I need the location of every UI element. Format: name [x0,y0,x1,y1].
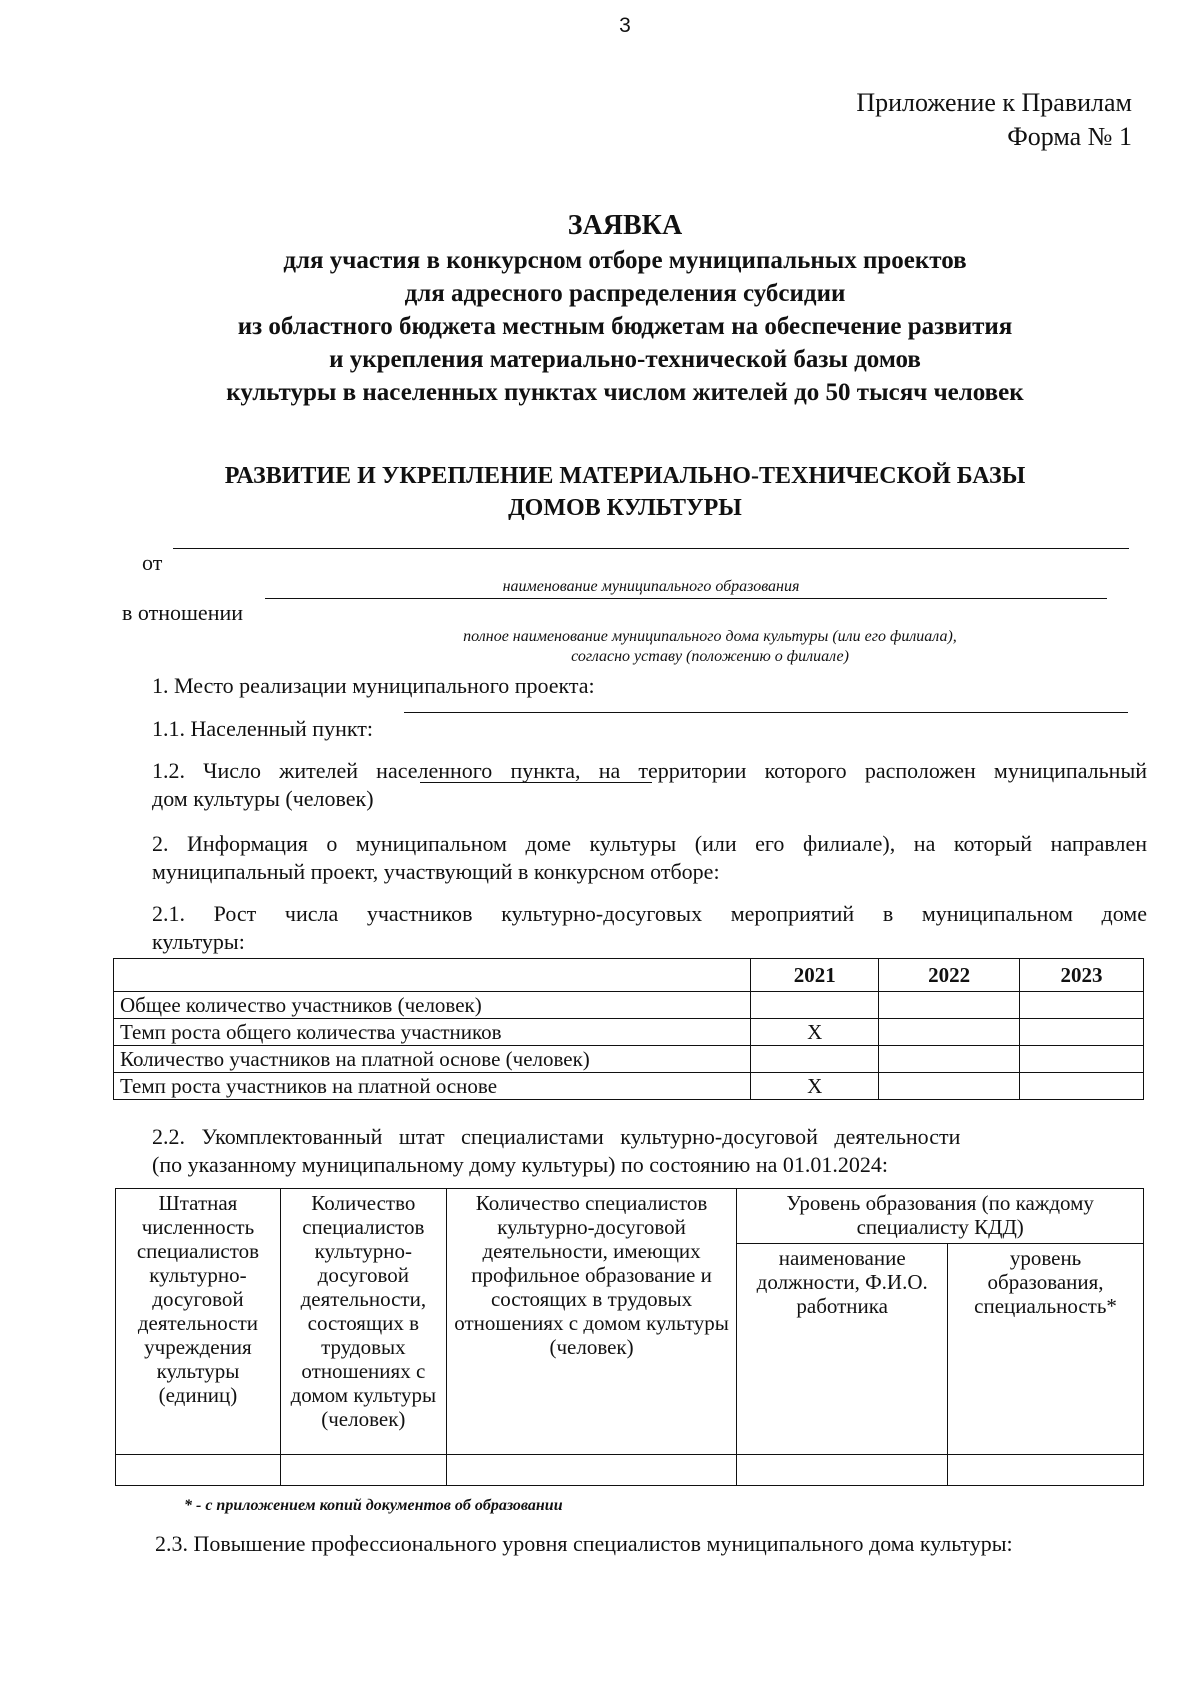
title-main: ЗАЯВКА [567,210,683,241]
from-label: от [142,550,163,575]
relation-label: в отношении [122,600,244,625]
title-line: для адресного распределения субсидии [404,280,846,307]
from-input-line[interactable] [173,548,1129,549]
header-education-level: Уровень образования (по каждому специалисту КДД) [737,1189,1144,1244]
table-row [116,1455,1144,1486]
title-line: для участия в конкурсном отборе муниципальных проектов [283,247,967,274]
table-header-row [114,959,1144,992]
participants-table [113,958,1144,1100]
table-cell[interactable] [280,1455,446,1486]
header-staff-count: Штатная численность специалистов культурно-досуговой деятельности учреждения культуры (единиц) [116,1189,281,1455]
table-cell[interactable] [879,1046,1020,1073]
year-header: 2022 [879,959,1020,992]
appendix-line: Приложение к Правилам [856,88,1132,117]
year-header: 2023 [1020,959,1144,992]
item-2-2: 2.2. Укомплектованный штат специалистами культурно-досуговой деятельности [152,1124,961,1149]
table-cell[interactable] [1020,992,1144,1019]
page-number: 3 [619,14,631,37]
section-line: РАЗВИТИЕ И УКРЕПЛЕНИЕ МАТЕРИАЛЬНО-ТЕХНИЧЕСКОЙ БАЗЫ [224,463,1026,489]
relation-caption: согласно уставу (положению о филиале) [571,648,849,665]
header-education-specialty: уровень образования, специальность* [948,1244,1144,1455]
table-row [114,1046,1144,1073]
staff-table [115,1188,1144,1486]
item-2: 2. Информация о муниципальном доме культуры (или его филиале), на который направлен [152,831,1147,856]
settlement-input-line[interactable] [404,712,1128,713]
item-2-2-cont: (по указанному муниципальному дому культуры) по состоянию на 01.01.2024: [152,1152,888,1177]
item-1-2-cont: дом культуры (человек) [152,786,374,811]
item-1: 1. Место реализации муниципального проекта: [152,673,595,698]
title-line: из областного бюджета местным бюджетам на обеспечение развития [237,313,1013,340]
title-line: культуры в населенных пунктах числом жителей до 50 тысяч человек [226,379,1024,406]
table-cell: Х [751,1019,879,1046]
section-line: ДОМОВ КУЛЬТУРЫ [508,495,742,521]
header-specialists-employed: Количество специалистов культурно-досуговой деятельности, состоящих в трудовых отношениях с домом культуры (человек) [280,1189,446,1455]
table-cell [114,959,751,992]
table-cell[interactable] [1020,1073,1144,1100]
section-heading [0,460,1200,524]
table-cell[interactable] [879,1019,1020,1046]
row-label: Темп роста общего количества участников [114,1019,751,1046]
year-header: 2021 [751,959,879,992]
relation-input-line[interactable] [265,598,1107,599]
item-1-2: 1.2. Число жителей населенного пункта, на территории которого расположен муниципальный [152,758,1147,783]
table-row [114,1073,1144,1100]
table-cell[interactable] [879,992,1020,1019]
item-2-3: 2.3. Повышение профессионального уровня специалистов муниципального дома культуры: [155,1531,1013,1556]
table-cell[interactable] [1020,1046,1144,1073]
table-row [114,1019,1144,1046]
table-cell[interactable] [737,1455,948,1486]
title-line: и укрепления материально-технической базы домов [329,346,921,373]
from-caption: наименование муниципального образования [502,578,800,595]
footnote: * - с приложением копий документов об образовании [184,1497,563,1514]
table-cell[interactable] [751,992,879,1019]
item-2-1-cont: культуры: [152,929,245,954]
item-1-1: 1.1. Населенный пункт: [152,716,373,741]
item-2-cont: муниципальный проект, участвующий в конкурсном отборе: [152,859,720,884]
table-header-row [116,1189,1144,1244]
table-cell[interactable] [1020,1019,1144,1046]
table-cell[interactable] [879,1073,1020,1100]
relation-caption: полное наименование муниципального дома культуры (или его филиала), [463,628,957,645]
document-title [0,208,1200,409]
table-cell[interactable] [116,1455,281,1486]
table-row [114,992,1144,1019]
row-label: Общее количество участников (человек) [114,992,751,1019]
appendix-header [856,86,1132,154]
item-2-1: 2.1. Рост числа участников культурно-досуговых мероприятий в муниципальном доме [152,901,1147,926]
row-label: Темп роста участников на платной основе [114,1073,751,1100]
table-cell: Х [751,1073,879,1100]
row-label: Количество участников на платной основе (человек) [114,1046,751,1073]
residents-input-line[interactable] [420,782,652,783]
header-position-name: наименование должности, Ф.И.О. работника [737,1244,948,1455]
table-cell[interactable] [948,1455,1144,1486]
form-number: Форма № 1 [1007,122,1132,151]
table-cell[interactable] [446,1455,737,1486]
table-cell[interactable] [751,1046,879,1073]
header-specialists-profile: Количество специалистов культурно-досуговой деятельности, имеющих профильное образование и состоящих в трудовых отношениях с домом культуры (человек) [446,1189,737,1455]
